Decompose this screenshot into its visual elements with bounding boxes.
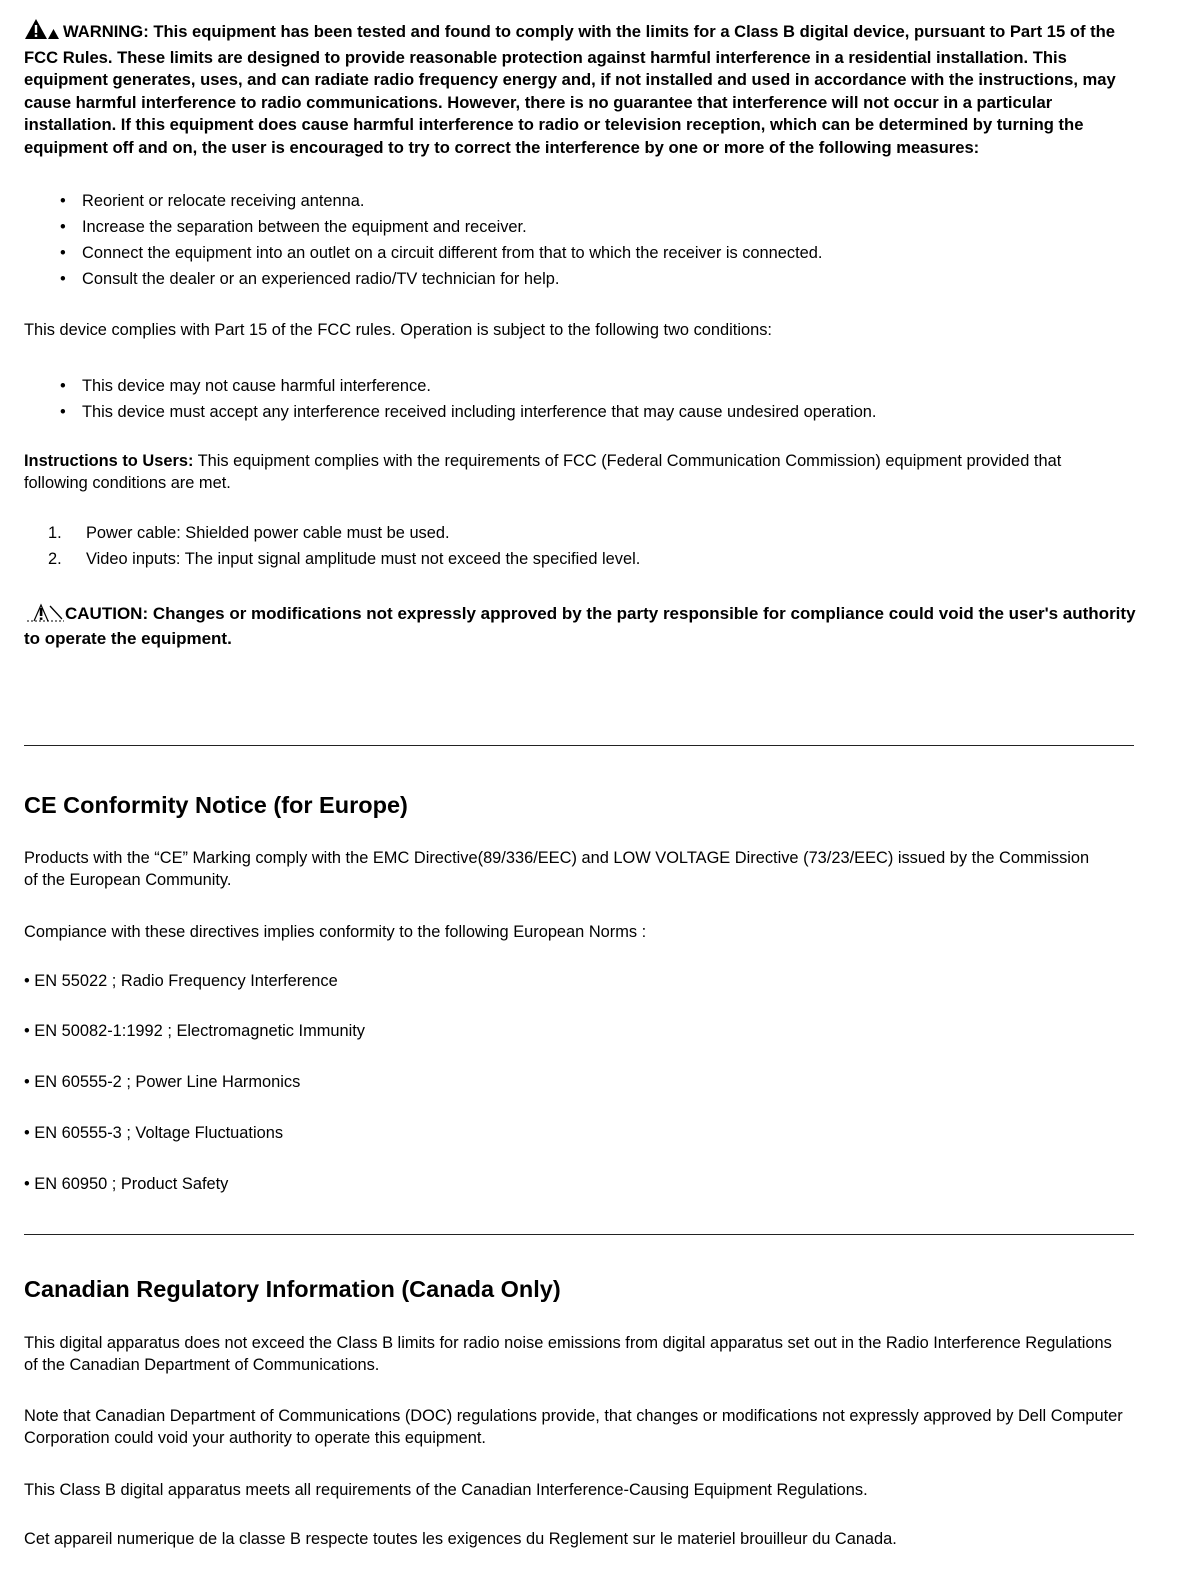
item-number: 2. xyxy=(48,549,62,568)
caution-notice xyxy=(24,602,1136,651)
norm-item: • EN 60950 ; Product Safety xyxy=(24,1175,229,1193)
canada-paragraph: This digital apparatus does not exceed the Class B limits for radio noise emissions from digital apparatus set out in the Radio Interference Regulations of the Canadian Department of Communications. xyxy=(24,1334,1112,1374)
requirement-text: Video inputs: The input signal amplitude must not exceed the specified level. xyxy=(86,549,641,568)
warning-triangle-icon xyxy=(24,18,62,47)
ce-norms-intro: Compiance with these directives implies conformity to the following European Norms : xyxy=(24,923,647,941)
bullet-icon: • xyxy=(60,191,66,210)
condition-text: This device must accept any interference received including interference that may cause undesired operation. xyxy=(82,402,877,421)
instructions-paragraph xyxy=(24,450,1104,494)
list-item xyxy=(60,188,1144,214)
requirements-list xyxy=(24,520,1144,572)
fcc-warning-text: WARNING: This equipment has been tested and found to comply with the limits for a Class B digital device, pursuant to Part 15 of the FCC Rules. These limits are designed to provide reasonable protection against harmful interference in a residential installation. This equipment generates, uses, and can radiate radio frequency energy and, if not installed and used in accordance with the instructions, may cause harmful interference to radio communications. However, there is no guarantee that interference will not occur in a particular installation. If this equipment does cause harmful interference to radio or television reception, which can be determined by turning the equipment off and on, the user is encouraged to try to correct the interference by one or more of the following measures: xyxy=(24,22,1116,157)
list-item xyxy=(60,240,1144,266)
section-divider xyxy=(24,745,1134,746)
bullet-icon: • xyxy=(60,376,66,395)
canada-heading: Canadian Regulatory Information (Canada Only) xyxy=(24,1276,561,1302)
measure-text: Reorient or relocate receiving antenna. xyxy=(82,191,365,210)
list-item xyxy=(60,266,1144,292)
part15-intro: This device complies with Part 15 of the FCC rules. Operation is subject to the following two conditions: xyxy=(24,320,772,339)
fcc-warning xyxy=(24,18,1136,160)
list-item xyxy=(60,399,1144,425)
bullet-icon: • xyxy=(60,402,66,421)
section-divider xyxy=(24,1234,1134,1235)
list-item xyxy=(48,546,1144,572)
canada-paragraph: Note that Canadian Department of Communications (DOC) regulations provide, that changes or modifications not expressly approved by Dell Computer Corporation could void your authority to operate this equipment. xyxy=(24,1407,1123,1447)
document-page xyxy=(24,18,1144,1548)
measure-text: Connect the equipment into an outlet on a circuit different from that to which the receiver is connected. xyxy=(82,243,823,262)
canada-paragraph: This Class B digital apparatus meets all requirements of the Canadian Interference-Causing Equipment Regulations. xyxy=(24,1481,868,1499)
bullet-icon: • xyxy=(60,269,66,288)
norm-item: • EN 60555-3 ; Voltage Fluctuations xyxy=(24,1124,284,1142)
item-number: 1. xyxy=(48,523,62,542)
list-item xyxy=(60,214,1144,240)
measures-list xyxy=(24,188,1144,292)
caution-text: CAUTION: Changes or modifications not expressly approved by the party responsible for compliance could void the user's authority to operate the equipment. xyxy=(24,603,1136,649)
measure-text: Increase the separation between the equipment and receiver. xyxy=(82,217,527,236)
condition-text: This device may not cause harmful interference. xyxy=(82,376,431,395)
norm-item: • EN 50082-1:1992 ; Electromagnetic Immunity xyxy=(24,1022,366,1040)
list-item xyxy=(60,373,1144,399)
bullet-icon: • xyxy=(60,217,66,236)
requirement-text: Power cable: Shielded power cable must be used. xyxy=(86,523,450,542)
conditions-list xyxy=(24,373,1144,425)
bullet-icon: • xyxy=(60,243,66,262)
caution-icon xyxy=(24,602,64,629)
norm-item: • EN 55022 ; Radio Frequency Interference xyxy=(24,972,338,990)
canada-paragraph: Cet appareil numerique de la classe B respecte toutes les exigences du Reglement sur le materiel brouilleur du Canada. xyxy=(24,1530,897,1548)
instructions-label: Instructions to Users: xyxy=(24,451,194,470)
instructions-text: This equipment complies with the requirements of FCC (Federal Communication Commission) equipment provided that following conditions are met. xyxy=(24,451,1062,492)
ce-heading: CE Conformity Notice (for Europe) xyxy=(24,792,408,818)
ce-intro: Products with the “CE” Marking comply with the EMC Directive(89/336/EEC) and LOW VOLTAGE Directive (73/23/EEC) issued by the Commission of the European Community. xyxy=(24,849,1090,889)
measure-text: Consult the dealer or an experienced radio/TV technician for help. xyxy=(82,269,560,288)
norm-item: • EN 60555-2 ; Power Line Harmonics xyxy=(24,1073,301,1091)
list-item xyxy=(48,520,1144,546)
